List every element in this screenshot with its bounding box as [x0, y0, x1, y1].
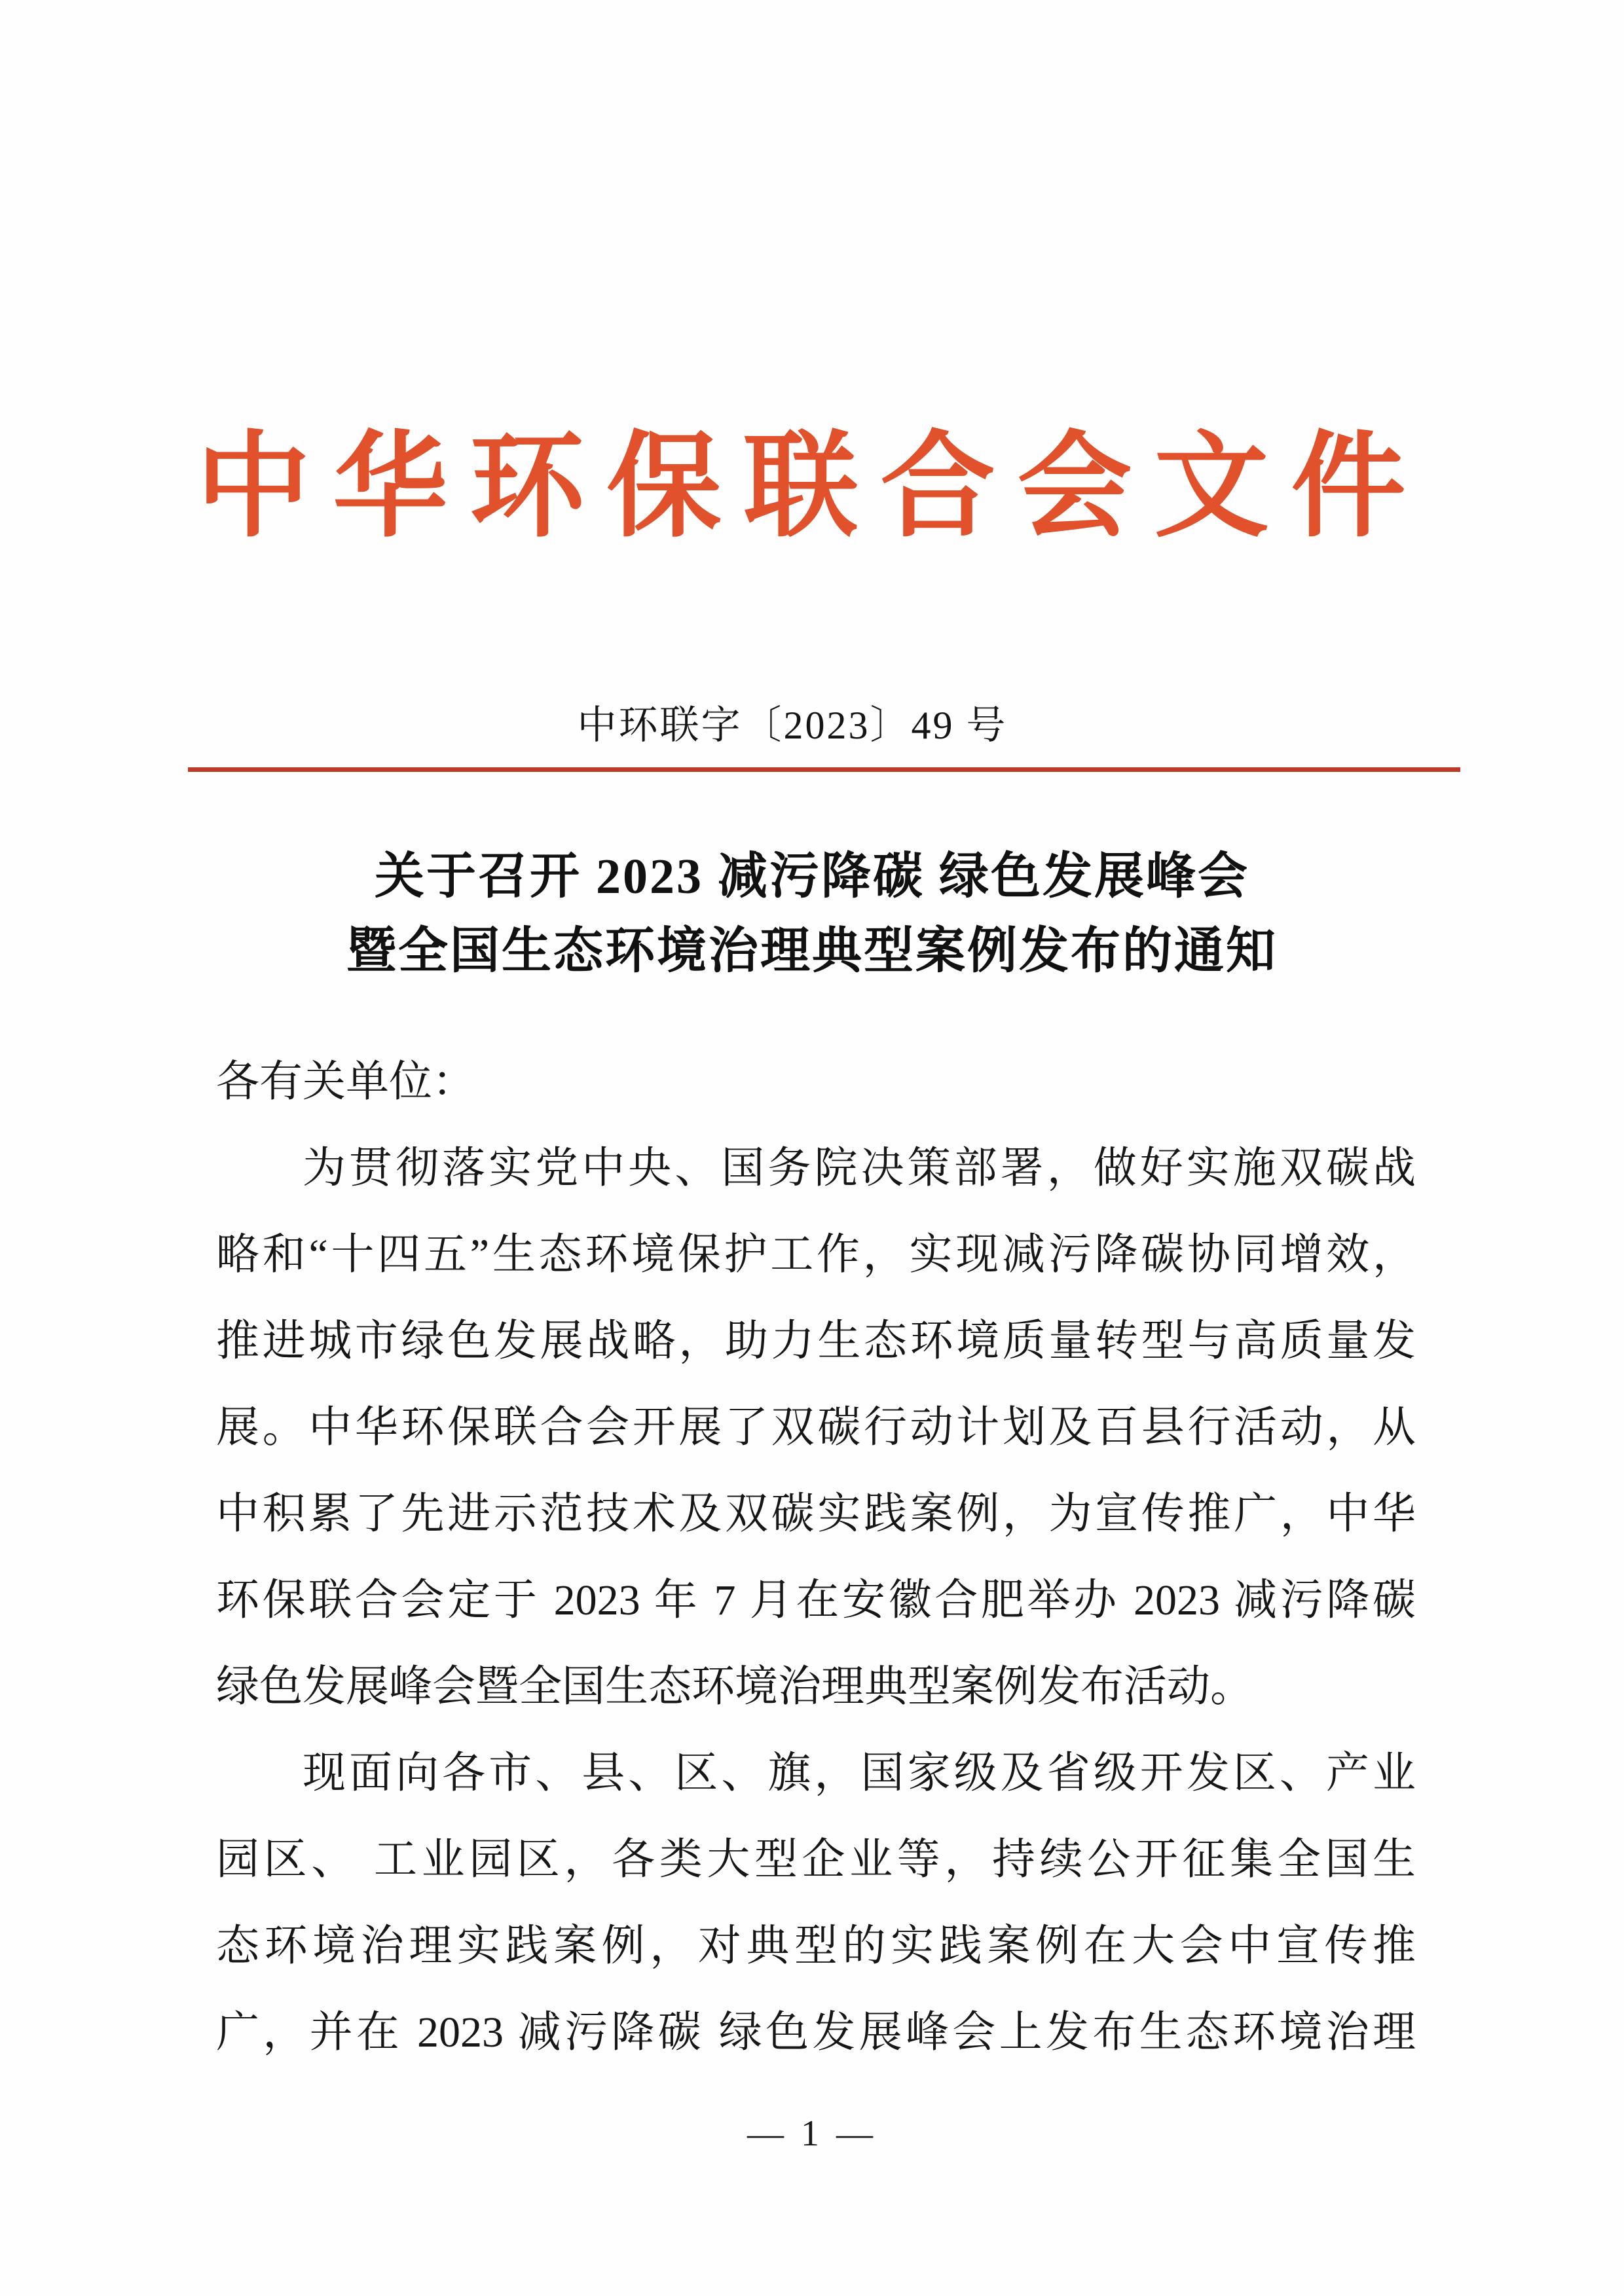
salutation-line: 各有关单位：	[216, 1058, 475, 1106]
body-line: 中积累了先进示范技术及双碳实践案例，为宣传推广，中华	[216, 1490, 1416, 1538]
body-line: 现面向各市、县、区、旗，国家级及省级开发区、产业	[303, 1749, 1416, 1797]
page-number: — 1 —	[747, 2113, 877, 2154]
notice-title-line-2: 暨全国生态环境治理典型案例发布的通知	[346, 924, 1278, 979]
body-line: 略和“十四五”生态环境保护工作，实现减污降碳协同增效，	[216, 1231, 1416, 1279]
body-line: 绿色发展峰会暨全国生态环境治理典型案例发布活动。	[216, 1663, 1253, 1711]
document-number: 中环联字〔2023〕49 号	[577, 704, 1008, 747]
notice-title	[0, 839, 1624, 989]
body-line: 环保联合会定于 2023 年 7 月在安徽合肥举办 2023 减污降碳	[216, 1576, 1416, 1624]
body-line: 园区、 工业园区，各类大型企业等，持续公开征集全国生	[216, 1836, 1416, 1884]
body-line: 为贯彻落实党中央、国务院决策部署，做好实施双碳战	[303, 1144, 1416, 1192]
red-divider-line	[188, 767, 1460, 772]
body-line: 广，并在 2023 减污降碳 绿色发展峰会上发布生态环境治理	[216, 2009, 1416, 2056]
body-line: 态环境治理实践案例，对典型的实践案例在大会中宣传推	[216, 1922, 1416, 1970]
body-line: 展。中华环保联合会开展了双碳行动计划及百县行活动，从	[216, 1404, 1416, 1451]
body-text	[216, 1039, 1416, 2076]
organization-title: 中华环保联合会文件	[196, 424, 1428, 551]
notice-title-line-1: 关于召开 2023 减污降碳 绿色发展峰会	[375, 849, 1249, 904]
body-line: 推进城市绿色发展战略，助力生态环境质量转型与高质量发	[216, 1317, 1416, 1365]
